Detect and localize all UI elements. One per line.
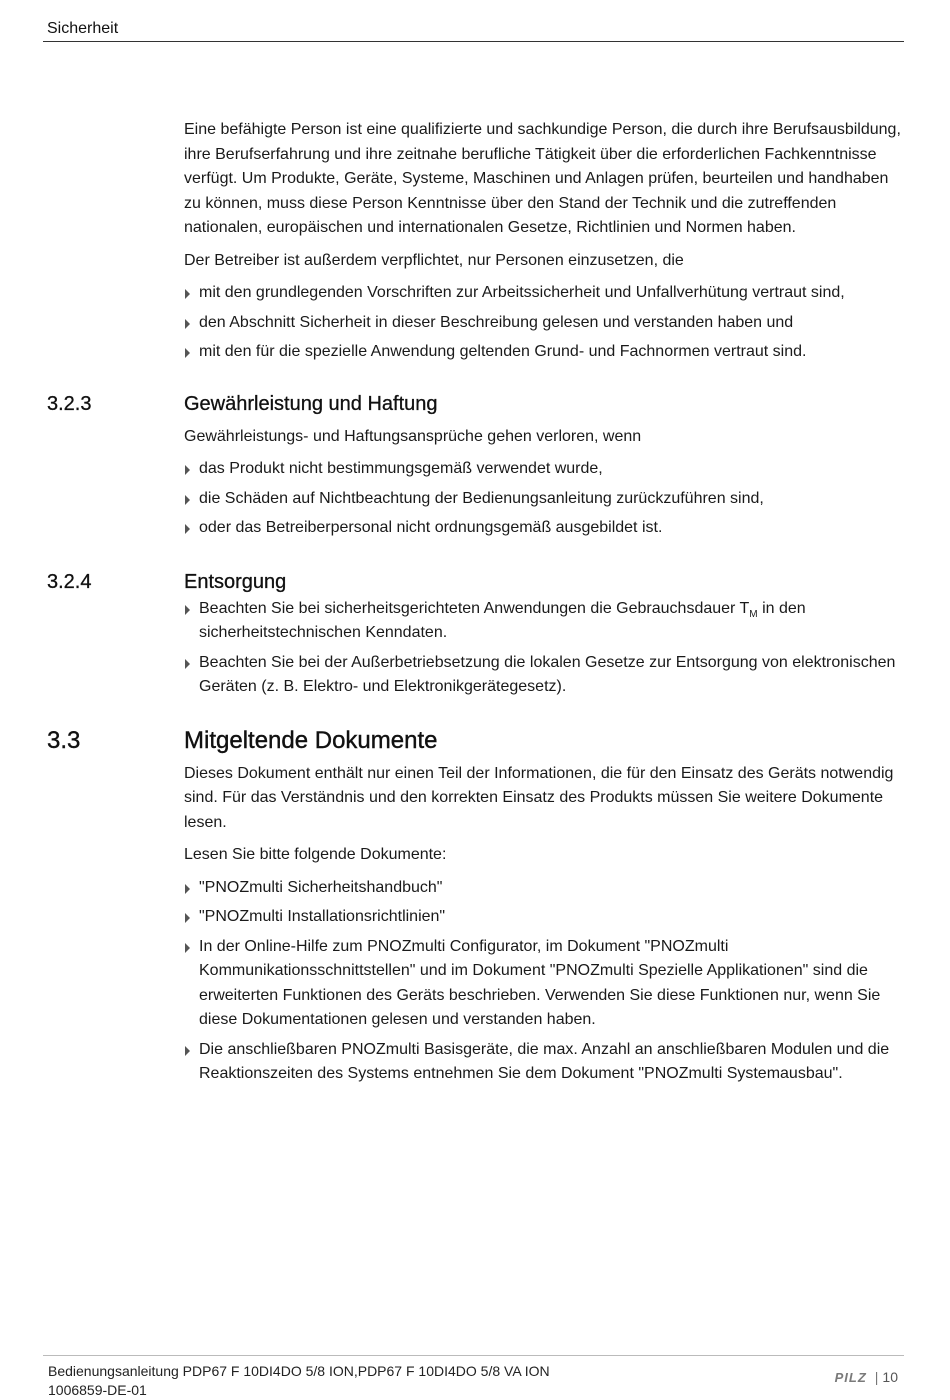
header-divider <box>43 41 904 42</box>
page-number: 10 <box>882 1369 898 1385</box>
bullet-triangle-icon <box>185 465 190 475</box>
section-title: Entsorgung <box>184 570 287 593</box>
section-heading <box>47 569 904 595</box>
list-item: Beachten Sie bei der Außerbetriebsetzung die lokalen Gesetze zur Entsorgung von elektronischen Geräten (z. B. Elektro- und Elektronikgerätegesetz). <box>184 651 904 700</box>
bullet-triangle-icon <box>185 524 190 534</box>
running-header: Sicherheit <box>47 20 119 37</box>
list-item: Beachten Sie bei sicherheitsgerichteten Anwendungen die Gebrauchsdauer $T_M$ in den sicherheitstechnischen Kenndaten. <box>184 597 904 646</box>
pilz-logo: PILZ <box>834 1369 867 1385</box>
section-heading <box>47 391 904 417</box>
list-item: die Schäden auf Nichtbeachtung der Bedienungsanleitung zurückzuführen sind, <box>184 487 904 512</box>
footer-page-info <box>835 1369 898 1385</box>
main-content <box>47 118 904 1092</box>
section-paragraph: Dieses Dokument enthält nur einen Teil der Informationen, die für den Einsatz des Geräts notwendig sind. Für das Verständnis und den korrekten Einsatz des Produkts müssen Sie weitere Dokumente lesen. <box>184 764 894 831</box>
footer-separator: | <box>874 1369 879 1385</box>
bullet-triangle-icon <box>185 913 190 923</box>
list-item: mit den für die spezielle Anwendung geltenden Grund- und Fachnormen vertraut sind. <box>184 340 904 365</box>
footer-document-info <box>48 1362 550 1400</box>
footer-document-title: Bedienungsanleitung PDP67 F 10DI4DO 5/8 ION,PDP67 F 10DI4DO 5/8 VA ION <box>48 1363 550 1379</box>
bullet-triangle-icon <box>185 884 190 894</box>
bullet-triangle-icon <box>185 605 190 615</box>
section-title: Gewährleistung und Haftung <box>184 392 438 415</box>
section-heading <box>47 726 904 756</box>
list-item: In der Online-Hilfe zum PNOZmulti Configurator, im Dokument "PNOZmulti Kommunikationsschnittstellen" und im Dokument "PNOZmulti Spezielle Applikationen" sind die erweiterten Funktionen des Geräts beschrieben. Verwenden Sie diese Funktionen nur, wenn Sie diese Dokumentationen gelesen und verstanden haben. <box>184 935 904 1033</box>
section-3-3 <box>47 726 904 1087</box>
footer-document-number: 1006859-DE-01 <box>48 1382 147 1398</box>
section-lead: Lesen Sie bitte folgende Dokumente: <box>184 846 447 863</box>
list-item: den Abschnitt Sicherheit in dieser Beschreibung gelesen und verstanden haben und <box>184 311 904 336</box>
section-title: Mitgeltende Dokumente <box>184 726 438 754</box>
bullet-triangle-icon <box>185 495 190 505</box>
footer-divider <box>43 1355 904 1356</box>
intro-paragraph: Eine befähigte Person ist eine qualifizierte und sachkundige Person, die durch ihre Berufsausbildung, ihre Berufserfahrung und ihre zeitnahe berufliche Tätigkeit über die erforderlichen Fachkenntnisse verfügt. Um Produkte, Geräte, Systeme, Maschinen und Anlagen prüfen, beurteilen und handhaben zu können, muss diese Person Kenntnisse über den Stand der Technik und die zutreffenden nationalen, europäischen und internationalen Gesetze, Richtlinien und Normen haben. <box>184 121 901 236</box>
bullet-triangle-icon <box>185 659 190 669</box>
section-number: 3.3 <box>47 726 81 754</box>
section-3-2-3 <box>47 391 904 541</box>
list-item: Die anschließbaren PNOZmulti Basisgeräte, die max. Anzahl an anschließbaren Modulen und die Reaktionszeiten des Systems entnehmen Sie dem Dokument "PNOZmulti Systemausbau". <box>184 1038 904 1087</box>
section-lead: Gewährleistungs- und Haftungsansprüche gehen verloren, wenn <box>184 427 642 445</box>
section-number: 3.2.4 <box>47 570 92 593</box>
intro-bullet-list <box>184 281 904 365</box>
list-item: oder das Betreiberpersonal nicht ordnungsgemäß ausgebildet ist. <box>184 516 904 541</box>
warranty-bullet-list <box>184 457 904 541</box>
documents-bullet-list <box>184 876 904 1087</box>
list-item: "PNOZmulti Installationsrichtlinien" <box>184 905 904 930</box>
bullet-triangle-icon <box>185 319 190 329</box>
list-item: das Produkt nicht bestimmungsgemäß verwendet wurde, <box>184 457 904 482</box>
intro-lead: Der Betreiber ist außerdem verpflichtet, nur Personen einzusetzen, die <box>184 251 684 269</box>
section-number: 3.2.3 <box>47 392 92 415</box>
bullet-triangle-icon <box>185 943 190 953</box>
subscript-m: M <box>749 608 758 620</box>
bullet-triangle-icon <box>185 289 190 299</box>
section-3-2-4 <box>47 569 904 700</box>
list-item: mit den grundlegenden Vorschriften zur Arbeitssicherheit und Unfallverhütung vertraut sind, <box>184 281 904 306</box>
list-item: "PNOZmulti Sicherheitshandbuch" <box>184 876 904 901</box>
bullet-triangle-icon <box>185 348 190 358</box>
bullet-triangle-icon <box>185 1046 190 1056</box>
disposal-bullet-list <box>184 597 904 700</box>
